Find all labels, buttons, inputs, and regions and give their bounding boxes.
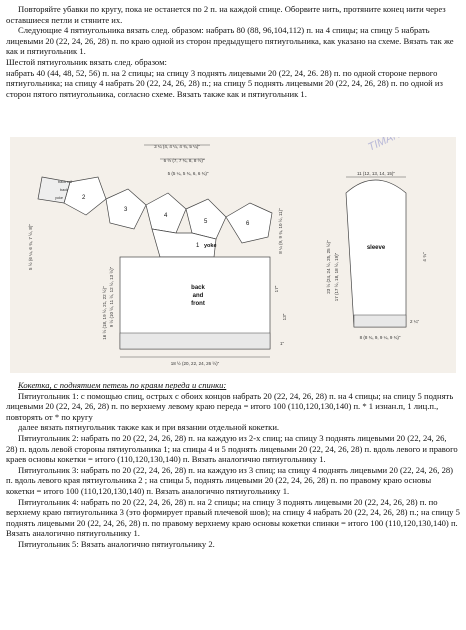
pentagon-2-text: Пятиугольник 2: набрать по 20 (22, 24, 26, 28) п. на каждую из 2-х спиц; на спицу 3 поднять лицевыми 20 (22, 24, 26, 28) п. вдоль левой стороны пятиугольника 1; на спицы 4 и 5 поднять лицевыми 20 (22, 24, 26, 28) п. вдоль левого и правого краев основы кокетки = итого (110,120,130,140) п. Вязать аналогично пятиугольнику 1. [6, 432, 458, 465]
paragraph-sixth-title: Шестой пятиугольник вязать след. образом: [6, 56, 167, 67]
label-sleeve: sleeve [366, 245, 386, 251]
dim-top-outer: 3 ¼ (4, 4 ¼, 4 ¾, 5 ¼)" [154, 144, 200, 149]
schematic-figure [10, 137, 456, 373]
dim-left-yoke: 5 ½ (6 ¼, 6 ¾, 7 ½, 8)" [28, 224, 33, 270]
body-ribbing [120, 333, 270, 349]
pentagon-number-3: 3 [124, 207, 128, 213]
label-yoke-stripe: yoke [55, 196, 64, 200]
dim-body-width: 18 ½ (20, 22, 24, 26 ½)" [170, 361, 220, 366]
dim-1: 1" [280, 341, 285, 346]
paragraph-sixth: набрать 40 (44, 48, 52, 56) п. на 2 спицы; на спицу 3 поднять лицевыми 20 (22, 24, 26. 28) п. по одной стороне первого пятиугольника; на спицу 4 набрать 20 (22, 24, 26, 28) п.; на спицу 5 поднять лицевыми 20 (22, 24, 26, 28) п. по одной из сторон пятого пятиугольника, согласно схеме. Вязать также как и пятиугольник 1. [6, 67, 443, 99]
pentagon-number-4: 4 [164, 213, 168, 219]
watermark-text: TIMANIT [366, 137, 412, 154]
intro-text [6, 4, 460, 99]
section-heading: Кокетка, с поднятием петель по краям переда и спинки: [18, 380, 227, 390]
label-back-small: back [60, 188, 69, 192]
label-and: and [192, 293, 204, 299]
yoke-pentagons [38, 177, 272, 257]
pentagon-1-text-b: далее вязать пятиугольник также как и при вязании отдельной кокетки. [18, 422, 280, 433]
label-back-roll: back roll [58, 180, 73, 184]
pentagon-number-6: 6 [246, 221, 250, 227]
paragraph-next-pentagons: Следующие 4 пятиугольника вязать след. образом: набрать 80 (88, 96,104,112) п. на 4 спицы; на спицу 5 набрать лицевыми 20 (22, 24, 26, 28) п. по краю одной из сторон предыдущего пятиугольника, как указано на схеме. Вязать так же как и пятиугольник 1. [6, 25, 454, 57]
pentagon-4-text: Пятиугольник 4: набрать по 20 (22, 24, 26, 28) п. на 2 спицы; на спицу 3 поднять лицевыми 20 (22, 24, 26, 28) п. по верхнему краю пятиугольника 3 (это формирует правый плечевой шов); на спицу 4 набрать 20 (22, 24, 26, 28) п.; на спицу 5 поднять лицевыми 20 (22, 24, 26, 28) п. по правому верхнему краю основы кокетки спинки = итого 100 (110,120,130,140) п. Вязать аналогично пятиугольнику 1. [6, 496, 460, 539]
pentagon-number-1: 1 [196, 243, 200, 249]
dim-sleeve-top: 11 (12, 13, 14, 15)" [356, 171, 396, 176]
dim-body-length: 16 ½ (18, 19 ½, 21, 22 ½)" [102, 286, 107, 340]
dim-yoke-depth: 8 ¼ (9, 9 ¾, 10 ½, 11)" [278, 208, 283, 254]
dim-sleeve-side: 4 ¾" [422, 252, 427, 262]
dim-sleeve-bottom: 8 (8 ¾, 9, 9 ¼, 9 ¾)" [359, 335, 401, 340]
dim-17: 17" [274, 285, 279, 293]
dim-sleeve-cuff-h: 2 ¼" [410, 319, 420, 324]
dim-sleeve-length: 23 ½ (24, 24 ½, 25, 25 ½)" [326, 240, 331, 294]
pentagon-number-5: 5 [204, 219, 208, 225]
sleeve-cuff [354, 315, 406, 327]
pentagon-3-text: Пятиугольник 3: набрать по 20 (22, 24, 26, 28) п. на каждую из 3 спиц; на спицу 4 поднять лицевыми 20 (22, 24, 26, 28) п. вдоль левого края пятиугольника 2 ; на спицы 5, поднять лицевыми 20 (22, 24, 26, 28) п. по правому краю основы кокетки = итого 100 (110,120,130,140) п. Вязать аналогично пятиугольнику 1. [6, 464, 454, 496]
pentagon-number-2: 2 [82, 195, 86, 201]
pentagon-1-text: Пятиугольник 1: с помощью спиц, острых с обоих концов набрать 20 (22, 24, 26, 28) п. на 4 спицы; на спицу 5 поднять лицевыми 20 (22, 24, 26, 28) п. по верхнему левому краю переда = итого 100 (110,120,130,140) п. * 1 изнан.п, 1 лиц.п., повторять от * по кругу [6, 390, 454, 422]
dim-inner-a: 9 ½ (10 ½, 11 ½, 12 ½, 13 ½)" [109, 266, 114, 328]
label-back: back [191, 285, 205, 291]
dim-shoulder: 5 (5 ¼, 5 ¾, 6, 6 ¾)" [167, 171, 209, 176]
dim-top-inner: 6 ½ (7, 7 ¾, 8, 8 ½)" [163, 158, 205, 163]
sleeve-piece [346, 180, 406, 327]
label-front: front [191, 301, 205, 307]
yoke-instructions [6, 379, 460, 550]
paragraph-finish: Повторяйте убавки по кругу, пока не останется по 2 п. на каждой спице. Оборвите нить, протяните конец нити через оставшиеся петли и стяните их. [6, 4, 446, 25]
label-yoke: yoke [204, 243, 217, 249]
pentagon-5-text: Пятиугольник 5: Вязать аналогично пятиугольнику 2. [18, 538, 215, 549]
dim-13: 13" [282, 313, 287, 321]
schematic-drawing [10, 137, 456, 373]
dim-sleeve-mid: 17 (17 ½, 18, 18 ½, 19)" [334, 252, 339, 302]
